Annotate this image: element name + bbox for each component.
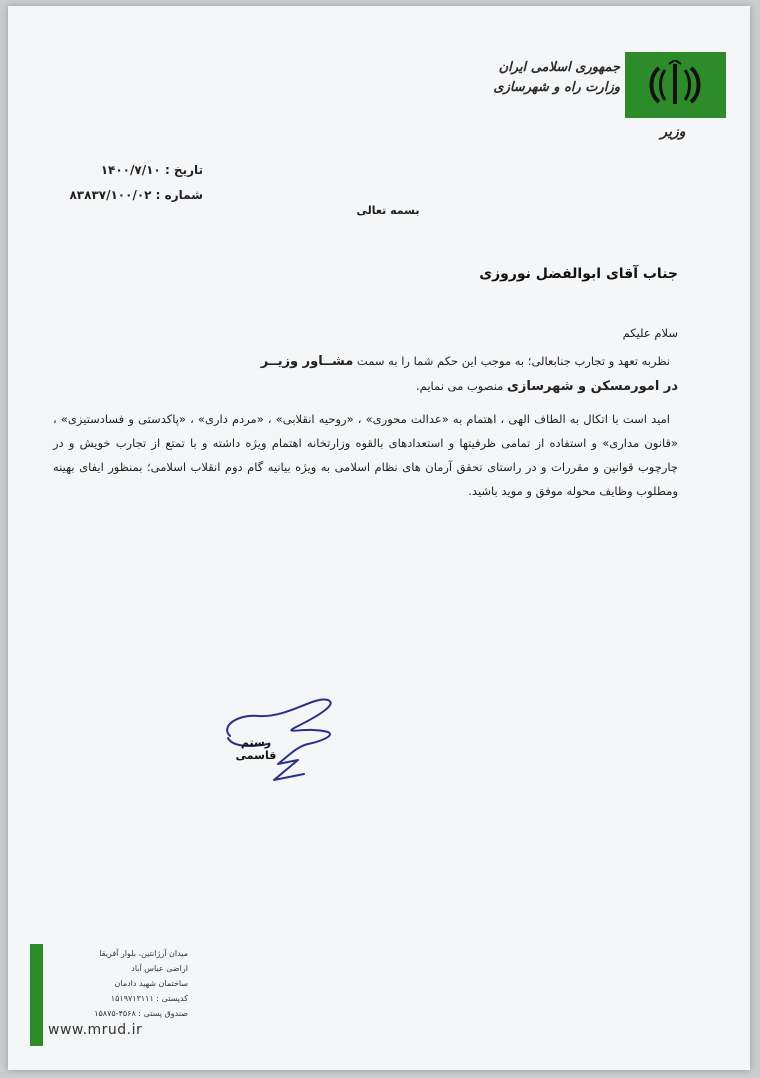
footer-line: صندوق پستی : ۴۵۶۸-۱۵۸۷۵ bbox=[94, 1009, 188, 1018]
p1-text-a: نظربه تعهد و تجارب جنابعالی؛ به موجب این حکم شما را به سمت bbox=[353, 354, 670, 368]
bismillah: بسمه تعالی bbox=[356, 204, 420, 217]
number-value: ۸۳۸۳۷/۱۰۰/۰۲ bbox=[69, 188, 152, 202]
republic-name: جمهوری اسلامی ایران bbox=[498, 60, 620, 75]
footer-accent-bar bbox=[30, 944, 43, 1046]
footer-line: اراضی عباس آباد bbox=[131, 964, 188, 973]
number-row bbox=[43, 183, 203, 208]
letter-body bbox=[53, 321, 678, 503]
iran-emblem-icon bbox=[645, 60, 705, 110]
date-label: تاریخ : bbox=[164, 163, 203, 177]
iran-emblem-box bbox=[625, 52, 726, 118]
ministry-name: وزارت راه و شهرسازی bbox=[493, 80, 620, 95]
paragraph-2: امید است با اتکال به الطاف الهی ، اهتمام به «عدالت محوری» ، «روحیه انقلابی» ، «مردم داری» ، «پاکدستی و فسادستیزی» ، «قانون مداری» و استفاده از تمامی ظرفیتها و استعدادهای بالقوه وزارتخانه اهتمام ویژه داشته و با تمتع از تجارب خویش و در چارچوب قوانین و مقررات و در راستای تحقق آرمان های نظام اسلامی به ویژه بیانیه گام دوم انقلاب اسلامی؛ بمنظور ایفای بهینه ومطلوب وظایف محوله موفق و موید باشید. bbox=[53, 412, 678, 498]
paragraph-1 bbox=[53, 349, 678, 399]
date-value: ۱۴۰۰/۷/۱۰ bbox=[100, 163, 161, 177]
p1-bold-domain: در امورمسکن و شهرسازی bbox=[506, 379, 678, 394]
greeting: سلام علیکم bbox=[622, 326, 678, 340]
signatory-name: رستم قاسمی bbox=[235, 736, 277, 762]
p1-bold-role: مشــاور وزیــر bbox=[260, 354, 354, 369]
footer-line: ساختمان شهید دادمان bbox=[114, 979, 188, 988]
footer-address bbox=[48, 946, 188, 1038]
footer-line: کدپستی : ۱۵۱۹۷۱۳۱۱۱ bbox=[110, 994, 188, 1003]
footer-line: میدان آرژانتین، بلوار آفریقا bbox=[99, 949, 188, 958]
letter-page bbox=[8, 6, 750, 1070]
number-label: شماره : bbox=[155, 188, 203, 202]
addressee: جناب آقای ابوالفضل نوروزی bbox=[479, 266, 678, 282]
letter-meta bbox=[43, 158, 203, 208]
website-link[interactable]: www.mrud.ir bbox=[48, 1022, 143, 1038]
p1-text-b: منصوب می نمایم. bbox=[416, 379, 507, 393]
minister-title: وزیر bbox=[660, 124, 686, 140]
ministry-heading bbox=[478, 58, 620, 98]
date-row bbox=[43, 158, 203, 183]
